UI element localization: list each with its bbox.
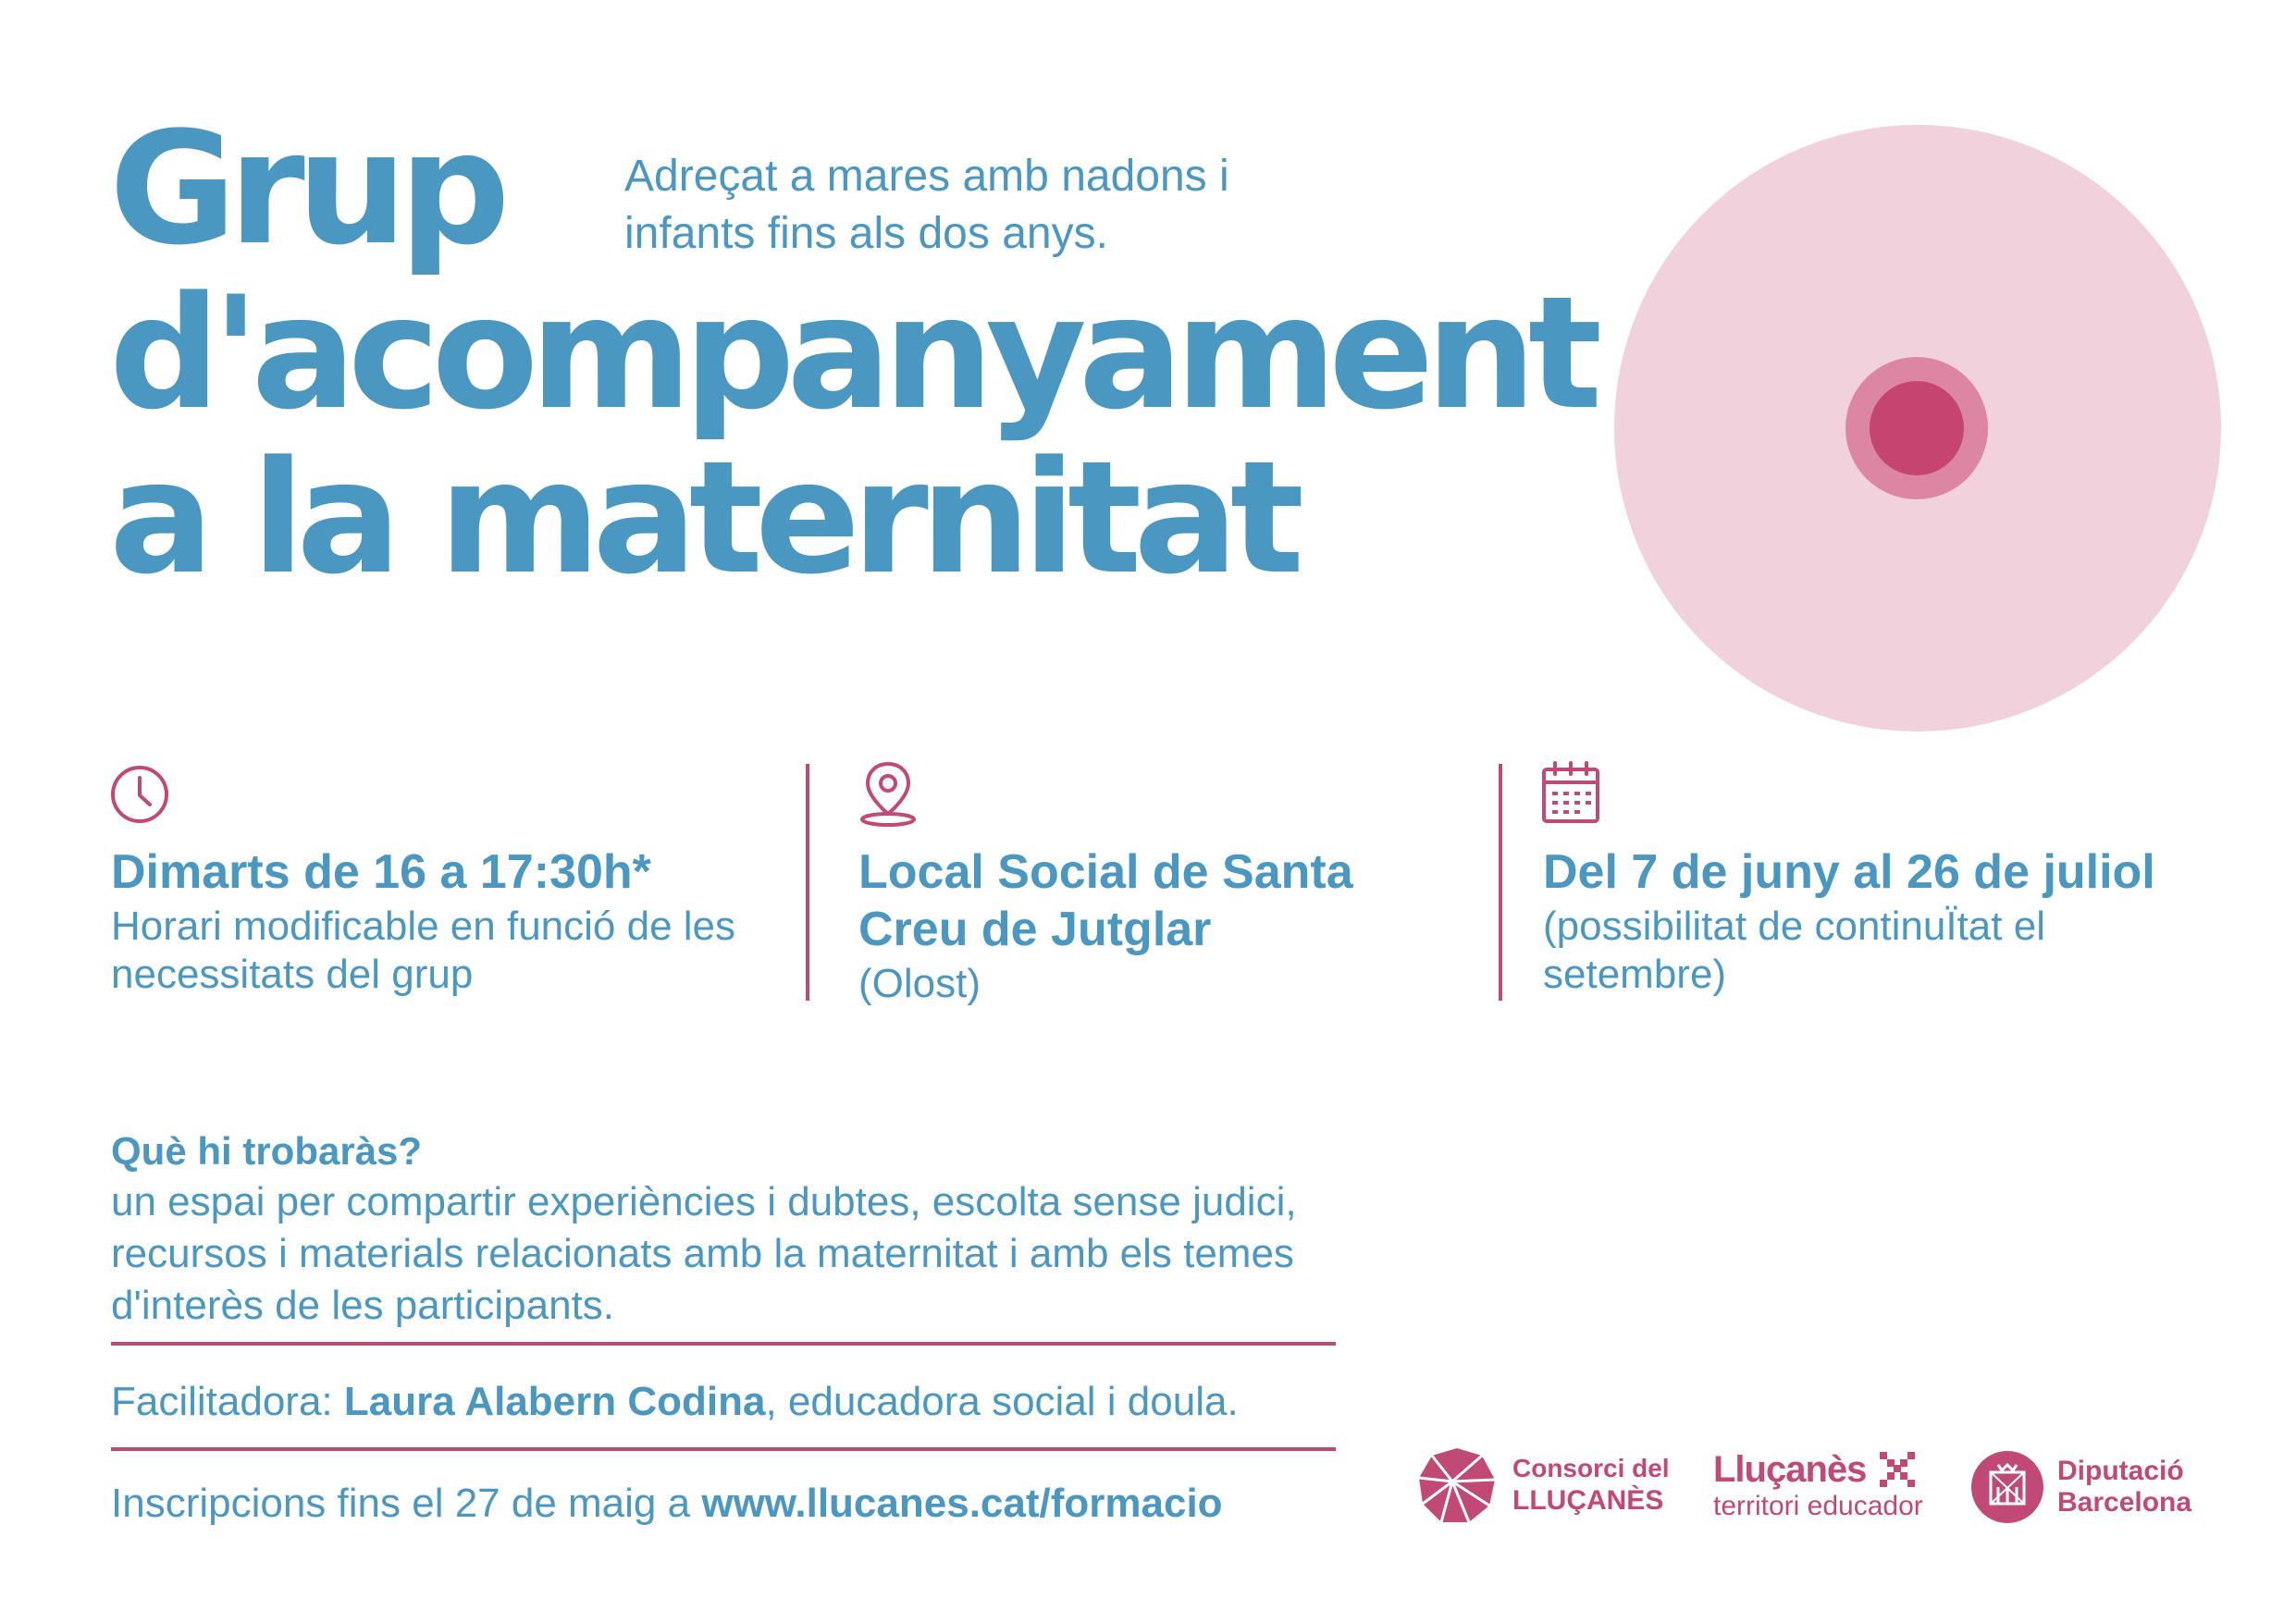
- facilitator-line: [111, 1376, 1239, 1428]
- time-heading: Dimarts de 16 a 17:30h*: [111, 845, 651, 899]
- what-title: Què hi trobaràs?: [111, 1129, 423, 1173]
- dates-heading: Del 7 de juny al 26 de juliol: [1543, 845, 2155, 899]
- place-text: (Olost): [858, 961, 981, 1006]
- column-divider: [1499, 764, 1502, 1001]
- time-text: Horari modificable en funció de les necessitats del grup: [111, 904, 736, 997]
- map-pin-icon: [856, 760, 920, 827]
- decorative-circle-dot: [1870, 381, 1964, 475]
- calendar-icon: [1540, 760, 1601, 825]
- subtitle: Adreçat a mares amb nadons i infants fins als dos anys.: [624, 152, 1229, 258]
- title-line-3: a la maternitat: [109, 427, 1296, 609]
- title-line-2: d'acompanyament: [109, 263, 1595, 444]
- diputacio-line1: Diputació: [2057, 1456, 2184, 1486]
- consorci-line1: Consorci del: [1512, 1454, 1670, 1482]
- consorci-line2: LLUÇANÈS: [1512, 1485, 1664, 1516]
- facilitator-role: , educadora social i doula.: [765, 1379, 1239, 1424]
- what-text: un espai per compartir experiències i dubtes, escolta sense judici, recursos i materials relacionats amb la maternitat i amb els temes d'interès de les participants.: [111, 1179, 1297, 1328]
- diputacio-seal-icon: [1970, 1450, 2044, 1524]
- facilitator-name: Laura Alabern Codina: [343, 1379, 766, 1424]
- facilitator-label: Facilitadora:: [111, 1379, 333, 1424]
- registration-text: Inscripcions fins el 27 de maig a: [111, 1481, 691, 1526]
- divider-line: [111, 1447, 1336, 1451]
- llucanes-logo-name: Lluçanès: [1713, 1449, 1867, 1490]
- title-line-1: Grup: [109, 98, 502, 279]
- place-heading: Local Social de Santa Creu de Jutglar: [858, 845, 1353, 956]
- diputacio-line2: Barcelona: [2057, 1487, 2192, 1518]
- registration-line: [111, 1478, 1223, 1530]
- dates-text: (possibilitat de continuÏtat el setembre): [1543, 904, 2045, 997]
- clock-icon: [109, 764, 170, 825]
- column-divider: [806, 764, 809, 1001]
- llucanes-logo-subtitle: territori educador: [1713, 1491, 1923, 1521]
- consorci-logo-icon: [1415, 1445, 1499, 1526]
- cross-stitch-icon: [1876, 1448, 1919, 1489]
- divider-line: [111, 1342, 1336, 1346]
- registration-url[interactable]: www.llucanes.cat/formacio: [701, 1481, 1223, 1526]
